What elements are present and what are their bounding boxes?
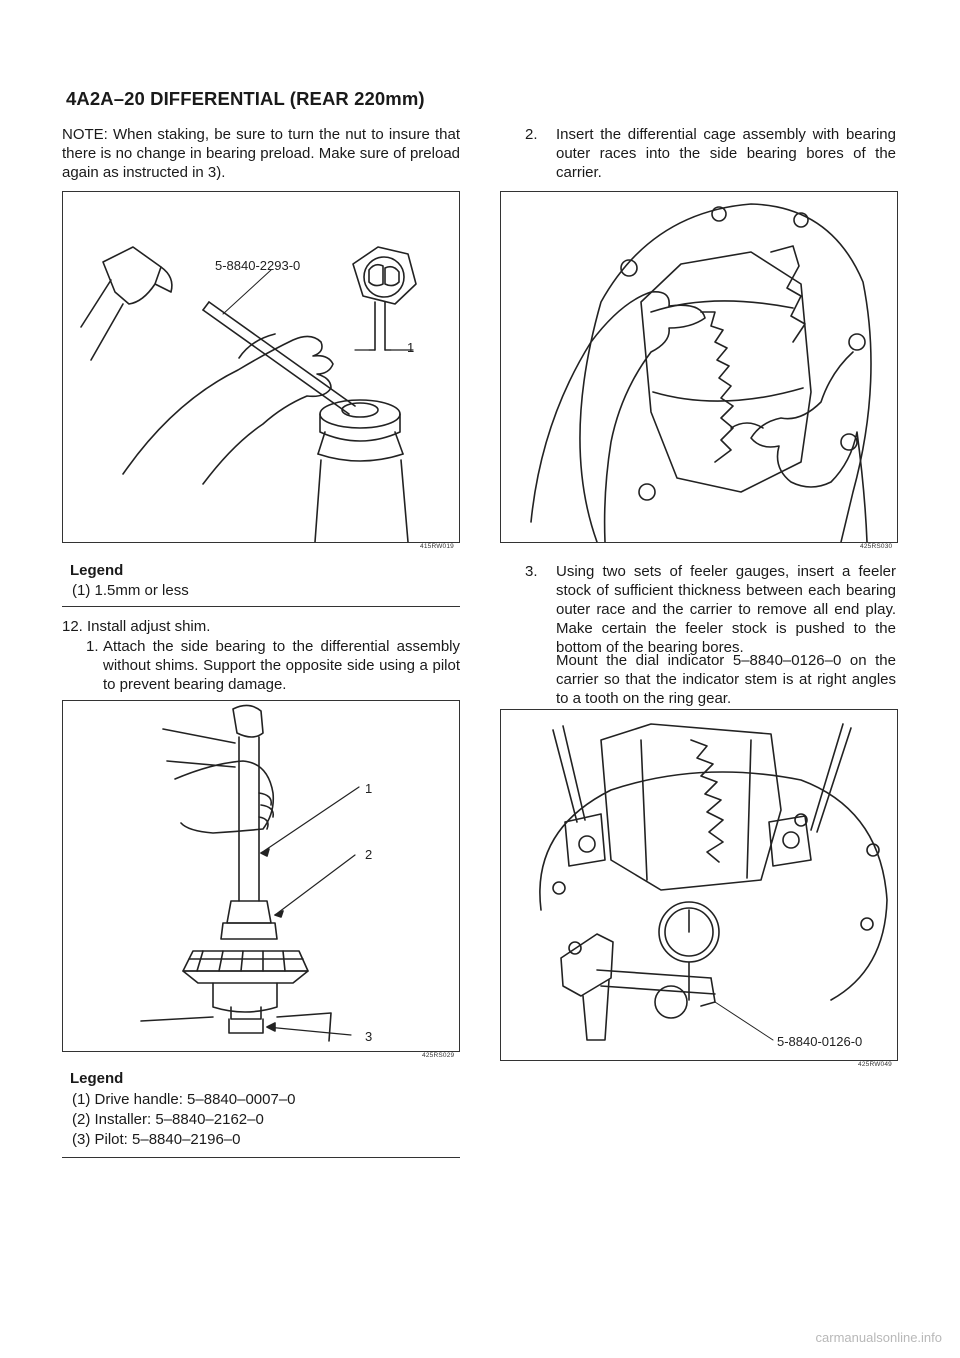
divider xyxy=(62,1157,460,1158)
step-12-sub1-text: Attach the side bearing to the differential assembly without shims. Support the opposite side using a pilot to prevent bearing damage. xyxy=(103,638,460,693)
figure-shim-install-illustration xyxy=(62,700,460,1052)
page-header: 4A2A–20 DIFFERENTIAL (REAR 220mm) xyxy=(66,88,425,109)
note-paragraph: NOTE: When staking, be sure to turn the nut to insure that there is no change in bearing preload. Make sure of preload again as instructed in 3). xyxy=(62,126,460,181)
figure-dial-indicator-illustration xyxy=(500,709,898,1061)
callout-1: 1 xyxy=(407,340,415,355)
figure-staking-illustration xyxy=(62,191,460,543)
watermark: carmanualsonline.info xyxy=(815,1330,942,1345)
step-3-number: 3. xyxy=(525,563,538,580)
callout-3: 3 xyxy=(365,1029,373,1044)
callout-2: 2 xyxy=(365,847,373,862)
divider xyxy=(62,606,460,607)
figure-cage-insert-illustration xyxy=(500,191,898,543)
legend-title: Legend xyxy=(70,1070,124,1087)
step-12-sub1-number: 1. xyxy=(86,638,99,655)
legend-title: Legend xyxy=(70,562,124,579)
legend-item: (3) Pilot: 5–8840–2196–0 xyxy=(72,1131,241,1148)
step-2-number: 2. xyxy=(525,126,538,143)
tool-label-5-8840-0126-0: 5-8840-0126-0 xyxy=(777,1034,863,1049)
legend-item: (1) Drive handle: 5–8840–0007–0 xyxy=(72,1091,296,1108)
legend-item: (2) Installer: 5–8840–2162–0 xyxy=(72,1111,264,1128)
step-3-dial-indicator-text: Mount the dial indicator 5–8840–0126–0 on the carrier so that the indicator stem is at right angles to a tooth on the ring gear. xyxy=(556,652,896,707)
figure-code-425RW049: 425RW049 xyxy=(858,1061,893,1068)
cage-insert-drawing xyxy=(501,192,897,542)
step-2-text: Insert the differential cage assembly with bearing outer races into the side bearing bores of the carrier. xyxy=(556,126,896,181)
step-3-text: Using two sets of feeler gauges, insert a feeler stock of sufficient thickness between each bearing outer race and the carrier to remove all end play. Make certain the feeler stock is pushed to the bottom of the bearing bores. xyxy=(556,563,896,656)
shim-install-drawing xyxy=(63,701,459,1051)
step-12-heading: 12. Install adjust shim. xyxy=(62,618,211,635)
legend-item: (1) 1.5mm or less xyxy=(72,582,189,599)
callout-1: 1 xyxy=(365,781,373,796)
figure-code-425RS029: 425RS029 xyxy=(422,1052,455,1059)
staking-drawing xyxy=(63,192,459,542)
figure-code-415RW019: 415RW019 xyxy=(420,543,455,550)
figure-code-425RS030: 425RS030 xyxy=(860,543,893,550)
tool-label-5-8840-2293-0: 5-8840-2293-0 xyxy=(215,258,301,273)
dial-indicator-drawing xyxy=(501,710,897,1060)
